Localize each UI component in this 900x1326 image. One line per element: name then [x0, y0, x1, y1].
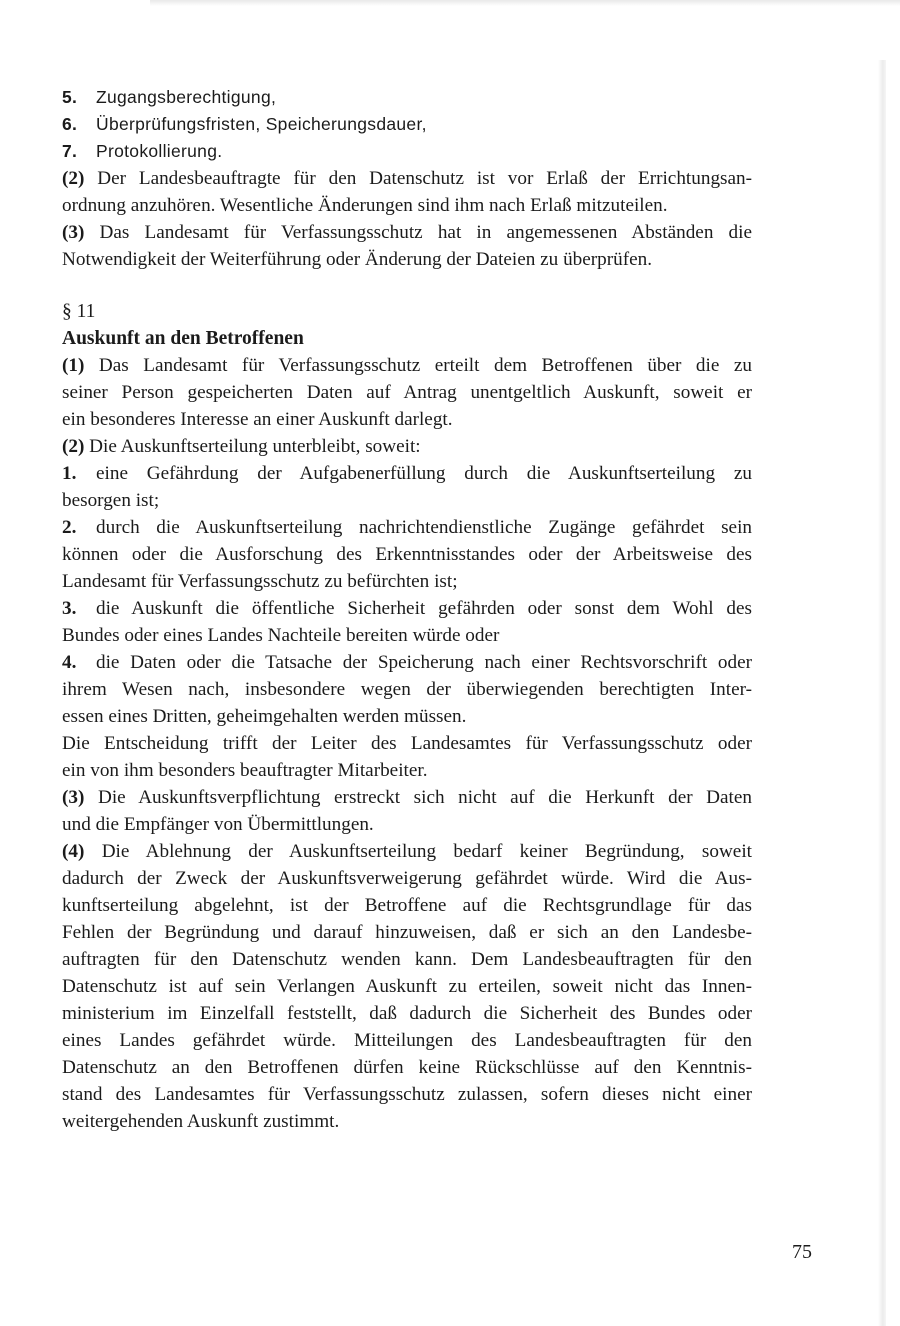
list-number: 5. [62, 87, 78, 107]
paragraph-2 [62, 165, 752, 219]
text-line: ordnung anzuhören. Wesentliche Änderungen sind ihm nach Erlaß mitzuteilen. [62, 195, 668, 216]
list-text: Überprüfungsfristen, Speicherungsdauer, [96, 114, 427, 134]
paragraph-number: (3) [62, 787, 85, 808]
section-title: Auskunft an den Betroffenen [62, 328, 304, 349]
text-line: Fehlen der Begründung und darauf hinzuweisen, daß er sich an den Landesbe- [62, 922, 752, 943]
text-line: Datenschutz an den Betroffenen dürfen keine Rückschlüsse auf den Kenntnis- [62, 1057, 752, 1078]
list-text: Zugangsberechtigung, [96, 87, 277, 107]
paragraph-number: (4) [62, 841, 85, 862]
paragraph-number: (2) [62, 168, 85, 189]
text-line: besorgen ist; [62, 490, 160, 511]
text-line [62, 595, 752, 622]
list-number: 3. [62, 598, 77, 619]
s11-paragraph-2 [62, 433, 752, 460]
text-line [62, 649, 752, 676]
list-item [62, 138, 752, 165]
text-line: können oder die Ausforschung des Erkenntnisstandes oder der Arbeitsweise des [62, 544, 752, 565]
s11-decision-paragraph [62, 730, 752, 784]
text-line [62, 784, 752, 811]
scan-edge-right [878, 60, 886, 1326]
line-text: die Daten oder die Tatsache der Speicherung nach einer Rechtsvorschrift oder [96, 652, 752, 673]
list-number: 6. [62, 114, 78, 134]
line-text: Die Ablehnung der Auskunftserteilung bedarf keiner Begründung, soweit [101, 841, 752, 862]
text-line: weitergehenden Auskunft zustimmt. [62, 1111, 340, 1132]
scan-edge-top [150, 0, 900, 6]
list-item [62, 460, 752, 514]
s11-paragraph-4 [62, 838, 752, 1135]
text-line: eines Landes gefährdet würde. Mitteilungen des Landesbeauftragten für den [62, 1030, 752, 1051]
text-line [62, 165, 752, 192]
line-text: Das Landesamt für Verfassungsschutz erteilt dem Betroffenen über die zu [98, 355, 752, 376]
list-item [62, 649, 752, 730]
list-item [62, 595, 752, 649]
document-page [62, 84, 752, 1135]
line-text: Der Landesbeauftragte für den Datenschutz ist vor Erlaß der Errichtungsan- [97, 168, 752, 189]
line-text: Die Auskunftsverpflichtung erstreckt sich nicht auf die Herkunft der Daten [97, 787, 752, 808]
text-line: Datenschutz ist auf sein Verlangen Auskunft zu erteilen, soweit nicht das Innen- [62, 976, 752, 997]
page-number: 75 [792, 1241, 812, 1263]
text-line: Landesamt für Verfassungsschutz zu befürchten ist; [62, 571, 458, 592]
line-text: Das Landesamt für Verfassungsschutz hat in angemessenen Abständen die [99, 222, 752, 243]
text-line: Bundes oder eines Landes Nachteile bereiten würde oder [62, 625, 500, 646]
paragraph-3 [62, 219, 752, 273]
line-text: durch die Auskunftserteilung nachrichtendienstliche Zugänge gefährdet sein [96, 517, 752, 538]
list-text: Protokollierung. [96, 141, 223, 161]
list-number: 4. [62, 652, 77, 673]
top-list [62, 84, 752, 165]
text-line: ihrem Wesen nach, insbesondere wegen der überwiegenden berechtigten Inter- [62, 679, 752, 700]
paragraph-number: (3) [62, 222, 85, 243]
list-number: 7. [62, 141, 78, 161]
text-line: essen eines Dritten, geheimgehalten werden müssen. [62, 706, 467, 727]
text-line [62, 219, 752, 246]
text-line: ein von ihm besonders beauftragter Mitarbeiter. [62, 760, 428, 781]
text-line: ein besonderes Interesse an einer Auskunft darlegt. [62, 409, 453, 430]
paragraph-number: (2) [62, 436, 85, 457]
s11-paragraph-3 [62, 784, 752, 838]
text-line: Notwendigkeit der Weiterführung oder Änderung der Dateien zu überprüfen. [62, 249, 653, 270]
text-line: auftragten für den Datenschutz wenden kann. Dem Landesbeauftragten für den [62, 949, 752, 970]
list-number: 2. [62, 517, 77, 538]
paragraph-number: (1) [62, 355, 85, 376]
text-line [62, 460, 752, 487]
list-item [62, 84, 752, 111]
text-line: dadurch der Zweck der Auskunftsverweigerung gefährdet würde. Wird die Aus- [62, 868, 752, 889]
line-text: eine Gefährdung der Aufgabenerfüllung durch die Auskunftserteilung zu [96, 463, 752, 484]
text-line: seiner Person gespeicherten Daten auf Antrag unentgeltlich Auskunft, soweit er [62, 382, 752, 403]
text-line: ministerium im Einzelfall feststellt, daß dadurch die Sicherheit des Bundes oder [62, 1003, 752, 1024]
line-text: die Auskunft die öffentliche Sicherheit gefährden oder sonst dem Wohl des [96, 598, 752, 619]
text-line [62, 514, 752, 541]
list-number: 1. [62, 463, 77, 484]
s11-item-list [62, 460, 752, 730]
text-line: und die Empfänger von Übermittlungen. [62, 814, 374, 835]
line-text: Die Auskunftserteilung unterbleibt, soweit: [89, 436, 421, 457]
text-line [62, 352, 752, 379]
list-item [62, 514, 752, 595]
text-line: stand des Landesamtes für Verfassungsschutz zulassen, sofern dieses nicht einer [62, 1084, 752, 1105]
text-line [62, 838, 752, 865]
list-item [62, 111, 752, 138]
section-number: § 11 [62, 301, 96, 322]
s11-paragraph-1 [62, 352, 752, 433]
text-line: kunftserteilung abgelehnt, ist der Betroffene auf die Rechtsgrundlage für das [62, 895, 752, 916]
text-line: Die Entscheidung trifft der Leiter des Landesamtes für Verfassungsschutz oder [62, 733, 752, 754]
